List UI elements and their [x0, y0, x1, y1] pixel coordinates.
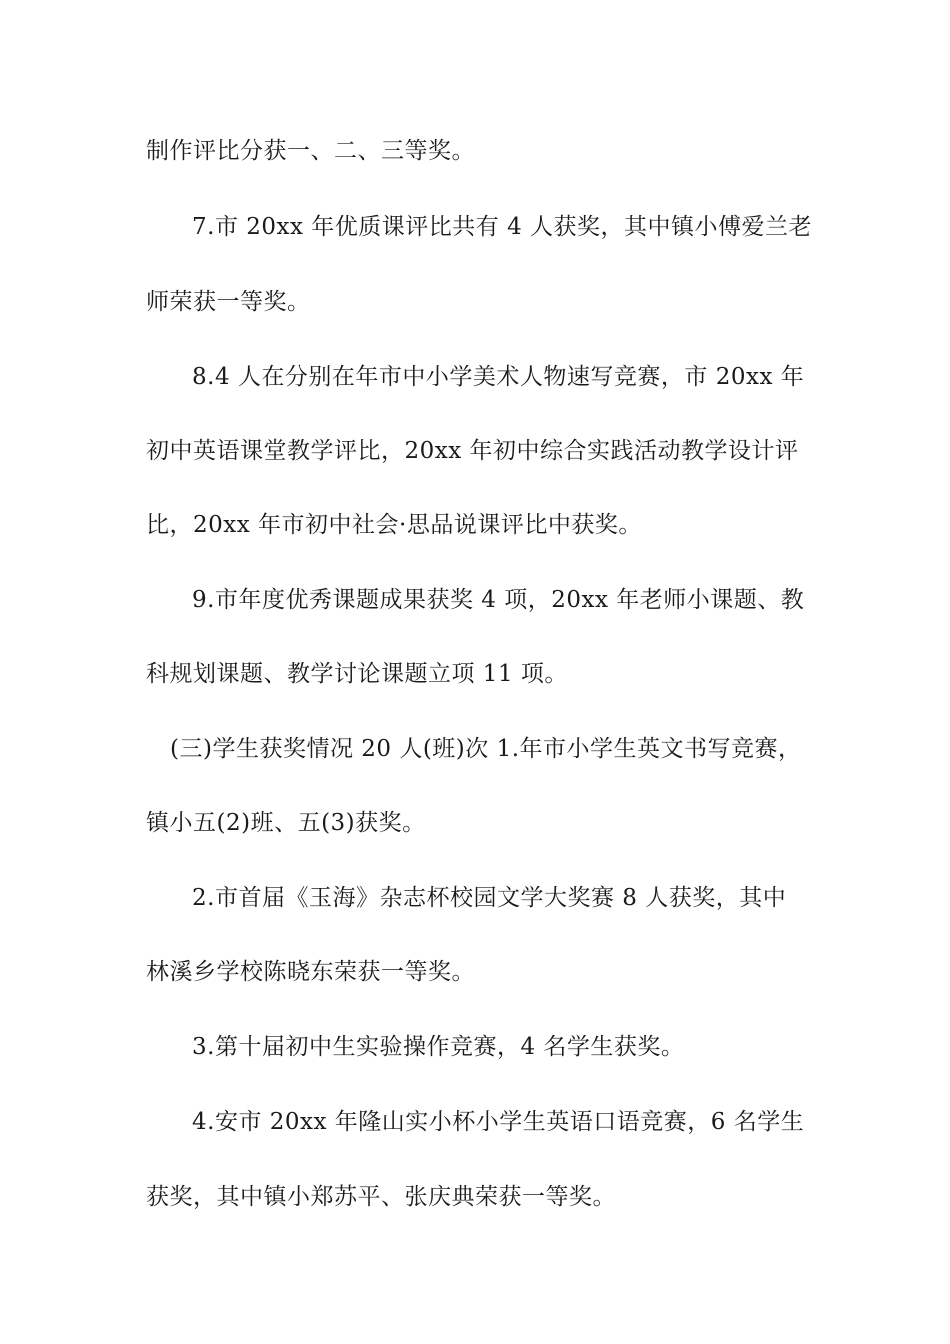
- text-line: 7.市 20xx 年优质课评比共有 4 人获奖，其中镇小傅爱兰老: [192, 214, 813, 240]
- text-line: (三)学生获奖情况 20 人(班)次 1.年市小学生英文书写竞赛，: [170, 736, 802, 762]
- text-line: 科规划课题、教学讨论课题立项 11 项。: [146, 661, 568, 687]
- text-line: 镇小五(2)班、五(3)获奖。: [146, 810, 426, 836]
- text-line: 4.安市 20xx 年隆山实小杯小学生英语口语竞赛，6 名学生: [192, 1109, 805, 1135]
- text-line: 获奖，其中镇小郑苏平、张庆典荣获一等奖。: [146, 1184, 616, 1210]
- text-line: 9.市年度优秀课题成果获奖 4 项，20xx 年老师小课题、教: [192, 587, 805, 613]
- text-line: 制作评比分获一、二、三等奖。: [146, 138, 475, 164]
- text-line: 师荣获一等奖。: [146, 289, 311, 315]
- text-line: 林溪乡学校陈晓东荣获一等奖。: [146, 959, 475, 985]
- text-line: 8.4 人在分别在年市中小学美术人物速写竞赛，市 20xx 年: [192, 364, 805, 390]
- text-line: 初中英语课堂教学评比，20xx 年初中综合实践活动教学设计评: [146, 438, 799, 464]
- text-line: 比，20xx 年市初中社会·思品说课评比中获奖。: [146, 512, 642, 538]
- text-line: 3.第十届初中生实验操作竞赛，4 名学生获奖。: [192, 1034, 685, 1060]
- text-line: 2.市首届《玉海》杂志杯校园文学大奖赛 8 人获奖，其中: [192, 885, 787, 911]
